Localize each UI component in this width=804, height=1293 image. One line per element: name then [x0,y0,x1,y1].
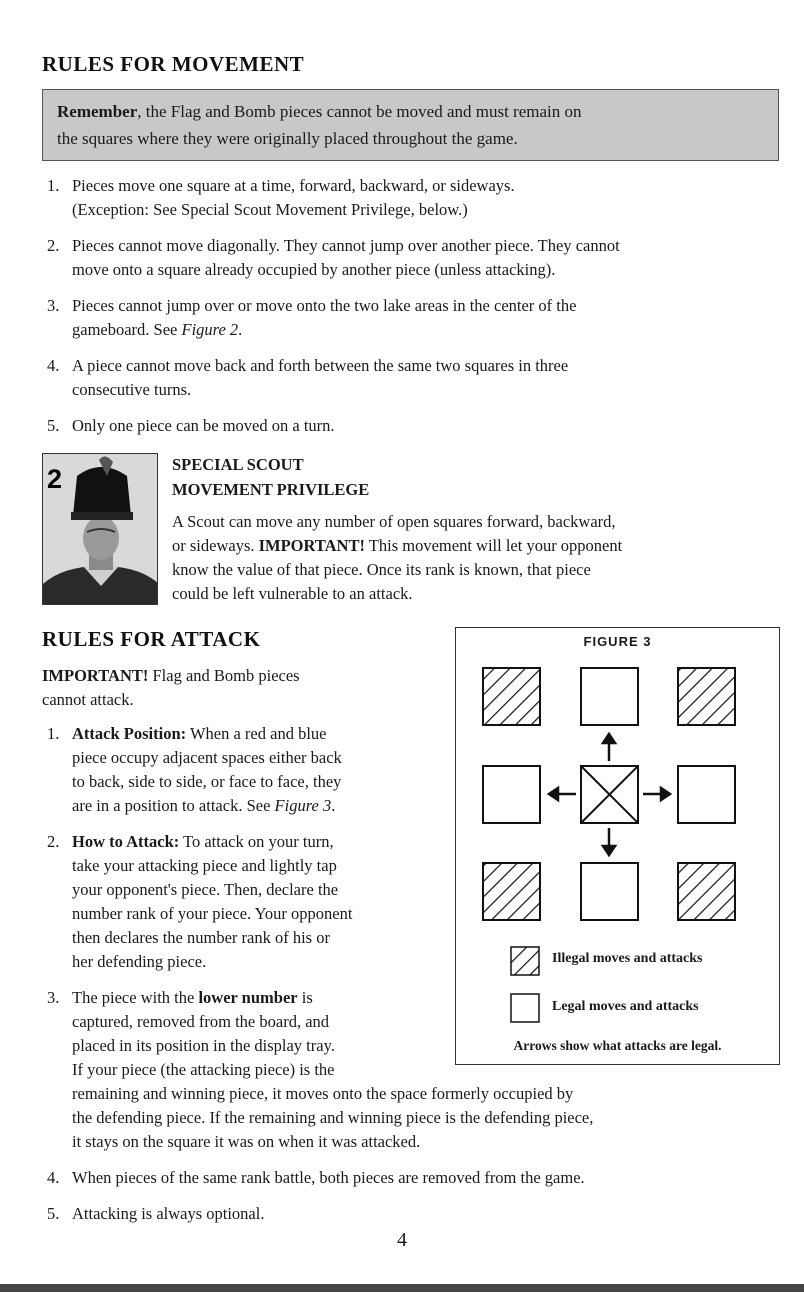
scout-line: This movement will let your opponent [364,536,623,555]
rule-number: 3. [47,296,60,315]
rule-line: consecutive turns. [72,380,192,399]
page-number: 4 [397,1229,407,1251]
movement-rule-4 [47,354,782,402]
rule-line: her defending piece. [72,952,207,971]
callout-text-2: the squares where they were originally placed throughout the game. [57,129,518,148]
figure-title: FIGURE 3 [583,634,652,649]
rule-line: move onto a square already occupied by another piece (unless attacking). [72,260,556,279]
scout-line: A Scout can move any number of open squares forward, backward, [172,512,616,531]
legend-illegal-label: Illegal moves and attacks [552,951,703,966]
rule-number: 4. [47,356,60,375]
scout-title-line-2: MOVEMENT PRIVILEGE [172,480,370,499]
movement-rule-1 [47,174,782,222]
rule-number: 2. [47,832,60,851]
rule-line: When pieces of the same rank battle, both pieces are removed from the game. [72,1168,585,1187]
movement-rule-5 [47,414,782,438]
movement-rules-list [47,174,782,438]
rule-bold: Attack Position: [72,724,187,743]
rule-line: The piece with the [72,988,199,1007]
rule-line: your opponent's piece. Then, declare the [72,880,339,899]
figure-reference: Figure 2 [181,320,239,339]
arrow-up-icon [603,734,615,761]
rule-bold: How to Attack: [72,832,180,851]
attack-important: IMPORTANT! [42,666,149,685]
rule-line: Only one piece can be moved on a turn. [72,416,335,435]
rule-line: it stays on the square it was on when it was attacked. [72,1132,421,1151]
scout-description [172,510,777,606]
arrow-down-icon [603,828,615,855]
legend-legal-label: Legal moves and attacks [552,999,699,1014]
rule-line: Pieces cannot jump over or move onto the two lake areas in the center of the [72,296,577,315]
rule-line: Pieces cannot move diagonally. They cannot jump over another piece. They cannot [72,236,620,255]
rule-line: number rank of your piece. Your opponent [72,904,353,923]
figure-3-panel [455,627,780,1065]
rule-number: 1. [47,724,60,743]
illegal-square [483,668,540,725]
rule-line: gameboard. See [72,320,182,339]
rule-line: take your attacking piece and lightly tap [72,856,337,875]
movement-rule-3 [47,294,782,342]
rule-number: 3. [47,988,60,1007]
rule-line: Attacking is always optional. [72,1204,265,1223]
callout-text-1: , the Flag and Bomb pieces cannot be moved and must remain on [137,102,582,121]
arrow-right-icon [643,788,670,800]
remember-callout [42,89,779,161]
movement-heading: RULES FOR MOVEMENT [42,52,305,76]
scout-title [172,452,369,502]
scout-line: could be left vulnerable to an attack. [172,584,413,603]
legal-square [581,668,638,725]
attack-heading: RULES FOR ATTACK [42,627,261,651]
rule-number: 5. [47,1204,60,1223]
scout-portrait [42,453,158,605]
legal-square [678,766,735,823]
rule-line: placed in its position in the display tray. [72,1036,335,1055]
rule-number: 5. [47,416,60,435]
figure-reference: Figure 3 [274,796,332,815]
arrow-left-icon [549,788,576,800]
rule-line: If your piece (the attacking piece) is the [72,1060,335,1079]
callout-bold: Remember [57,102,138,121]
rule-line: . [331,796,336,815]
rule-line: Pieces move one square at a time, forward, backward, or sideways. [72,176,515,195]
legend-illegal-swatch [511,947,539,975]
figure-caption: Arrows show what attacks are legal. [513,1038,722,1053]
rule-line: To attack on your turn, [179,832,334,851]
legend-legal-swatch [511,994,539,1022]
rule-line: is [297,988,313,1007]
scout-important: IMPORTANT! [258,536,365,555]
legal-square [483,766,540,823]
rule-line: . [238,320,243,339]
rule-line: the defending piece. If the remaining and winning piece is the defending piece, [72,1108,594,1127]
rule-line: A piece cannot move back and forth between the same two squares in three [72,356,569,375]
attack-important-note [42,664,442,712]
rule-number: 2. [47,236,60,255]
attack-note-line: Flag and Bomb pieces [148,666,300,685]
attack-rule-5 [47,1202,787,1226]
rule-number: 1. [47,176,60,195]
legal-square [581,863,638,920]
movement-rule-2 [47,234,782,282]
attack-note-line: cannot attack. [42,690,134,709]
illegal-square [678,863,735,920]
scout-line: or sideways. [172,536,259,555]
scout-title-line-1: SPECIAL SCOUT [172,455,304,474]
illegal-square [483,863,540,920]
rule-number: 4. [47,1168,60,1187]
rule-line: to back, side to side, or face to face, they [72,772,342,791]
page-bottom-edge [0,1284,804,1292]
rule-line: then declares the number rank of his or [72,928,330,947]
scout-rank-badge: 2 [47,464,63,494]
rule-line: are in a position to attack. See [72,796,275,815]
rule-line: piece occupy adjacent spaces either back [72,748,342,767]
illegal-square [678,668,735,725]
scout-line: know the value of that piece. Once its rank is known, that piece [172,560,591,579]
rule-bold: lower number [198,988,298,1007]
rule-line: (Exception: See Special Scout Movement Privilege, below.) [72,200,468,219]
attack-rule-4 [47,1166,787,1190]
rule-line: When a red and blue [186,724,327,743]
rule-line: remaining and winning piece, it moves onto the space formerly occupied by [72,1084,574,1103]
rule-line: captured, removed from the board, and [72,1012,330,1031]
